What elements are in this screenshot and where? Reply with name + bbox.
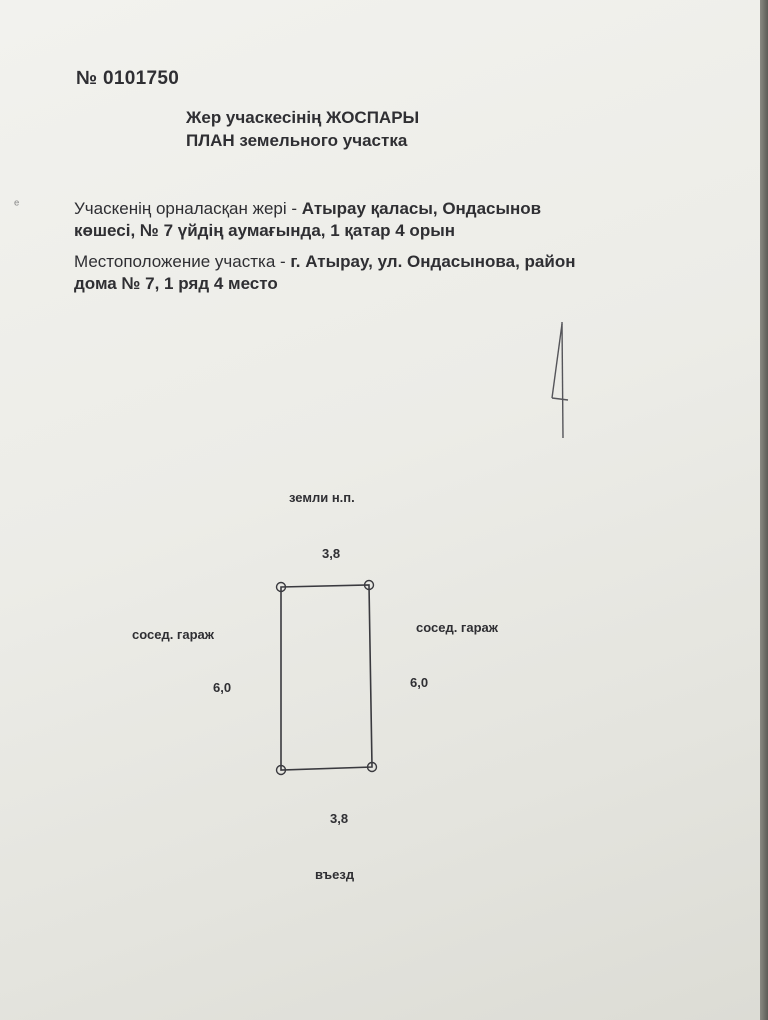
- title-russian: ПЛАН земельного участка: [186, 131, 408, 150]
- background-edge: [760, 0, 768, 1020]
- north-arrow-icon: [552, 322, 568, 438]
- title-kazakh: Жер учаскесінің ЖОСПАРЫ: [186, 108, 420, 127]
- entrance-label: въезд: [315, 867, 355, 882]
- right-dimension: 6,0: [410, 675, 429, 690]
- document-number: № 0101750: [76, 68, 180, 89]
- north-boundary-label: земли н.п.: [289, 490, 355, 505]
- right-neighbor-label: сосед. гараж: [416, 620, 498, 635]
- address-kz-label: Учаскенің орналасқан жері -: [74, 199, 302, 218]
- margin-mark: ᵉ: [14, 196, 20, 212]
- plot-outline: [281, 585, 372, 770]
- address-ru-label: Местоположение участка -: [74, 252, 291, 271]
- left-neighbor-label: сосед. гараж: [132, 627, 214, 642]
- address-kz-value-2: көшесі, № 7 үйдің аумағында, 1 қатар 4 орын: [74, 221, 455, 240]
- top-dimension: 3,8: [322, 546, 341, 561]
- left-dimension: 6,0: [213, 680, 232, 695]
- address-kz-value-1: Атырау қаласы, Ондасынов: [301, 199, 542, 218]
- address-ru-value-2: дома № 7, 1 ряд 4 место: [74, 274, 278, 293]
- bottom-dimension: 3,8: [330, 811, 349, 826]
- address-ru-value-1: г. Атырау, ул. Ондасынова, район: [290, 252, 576, 271]
